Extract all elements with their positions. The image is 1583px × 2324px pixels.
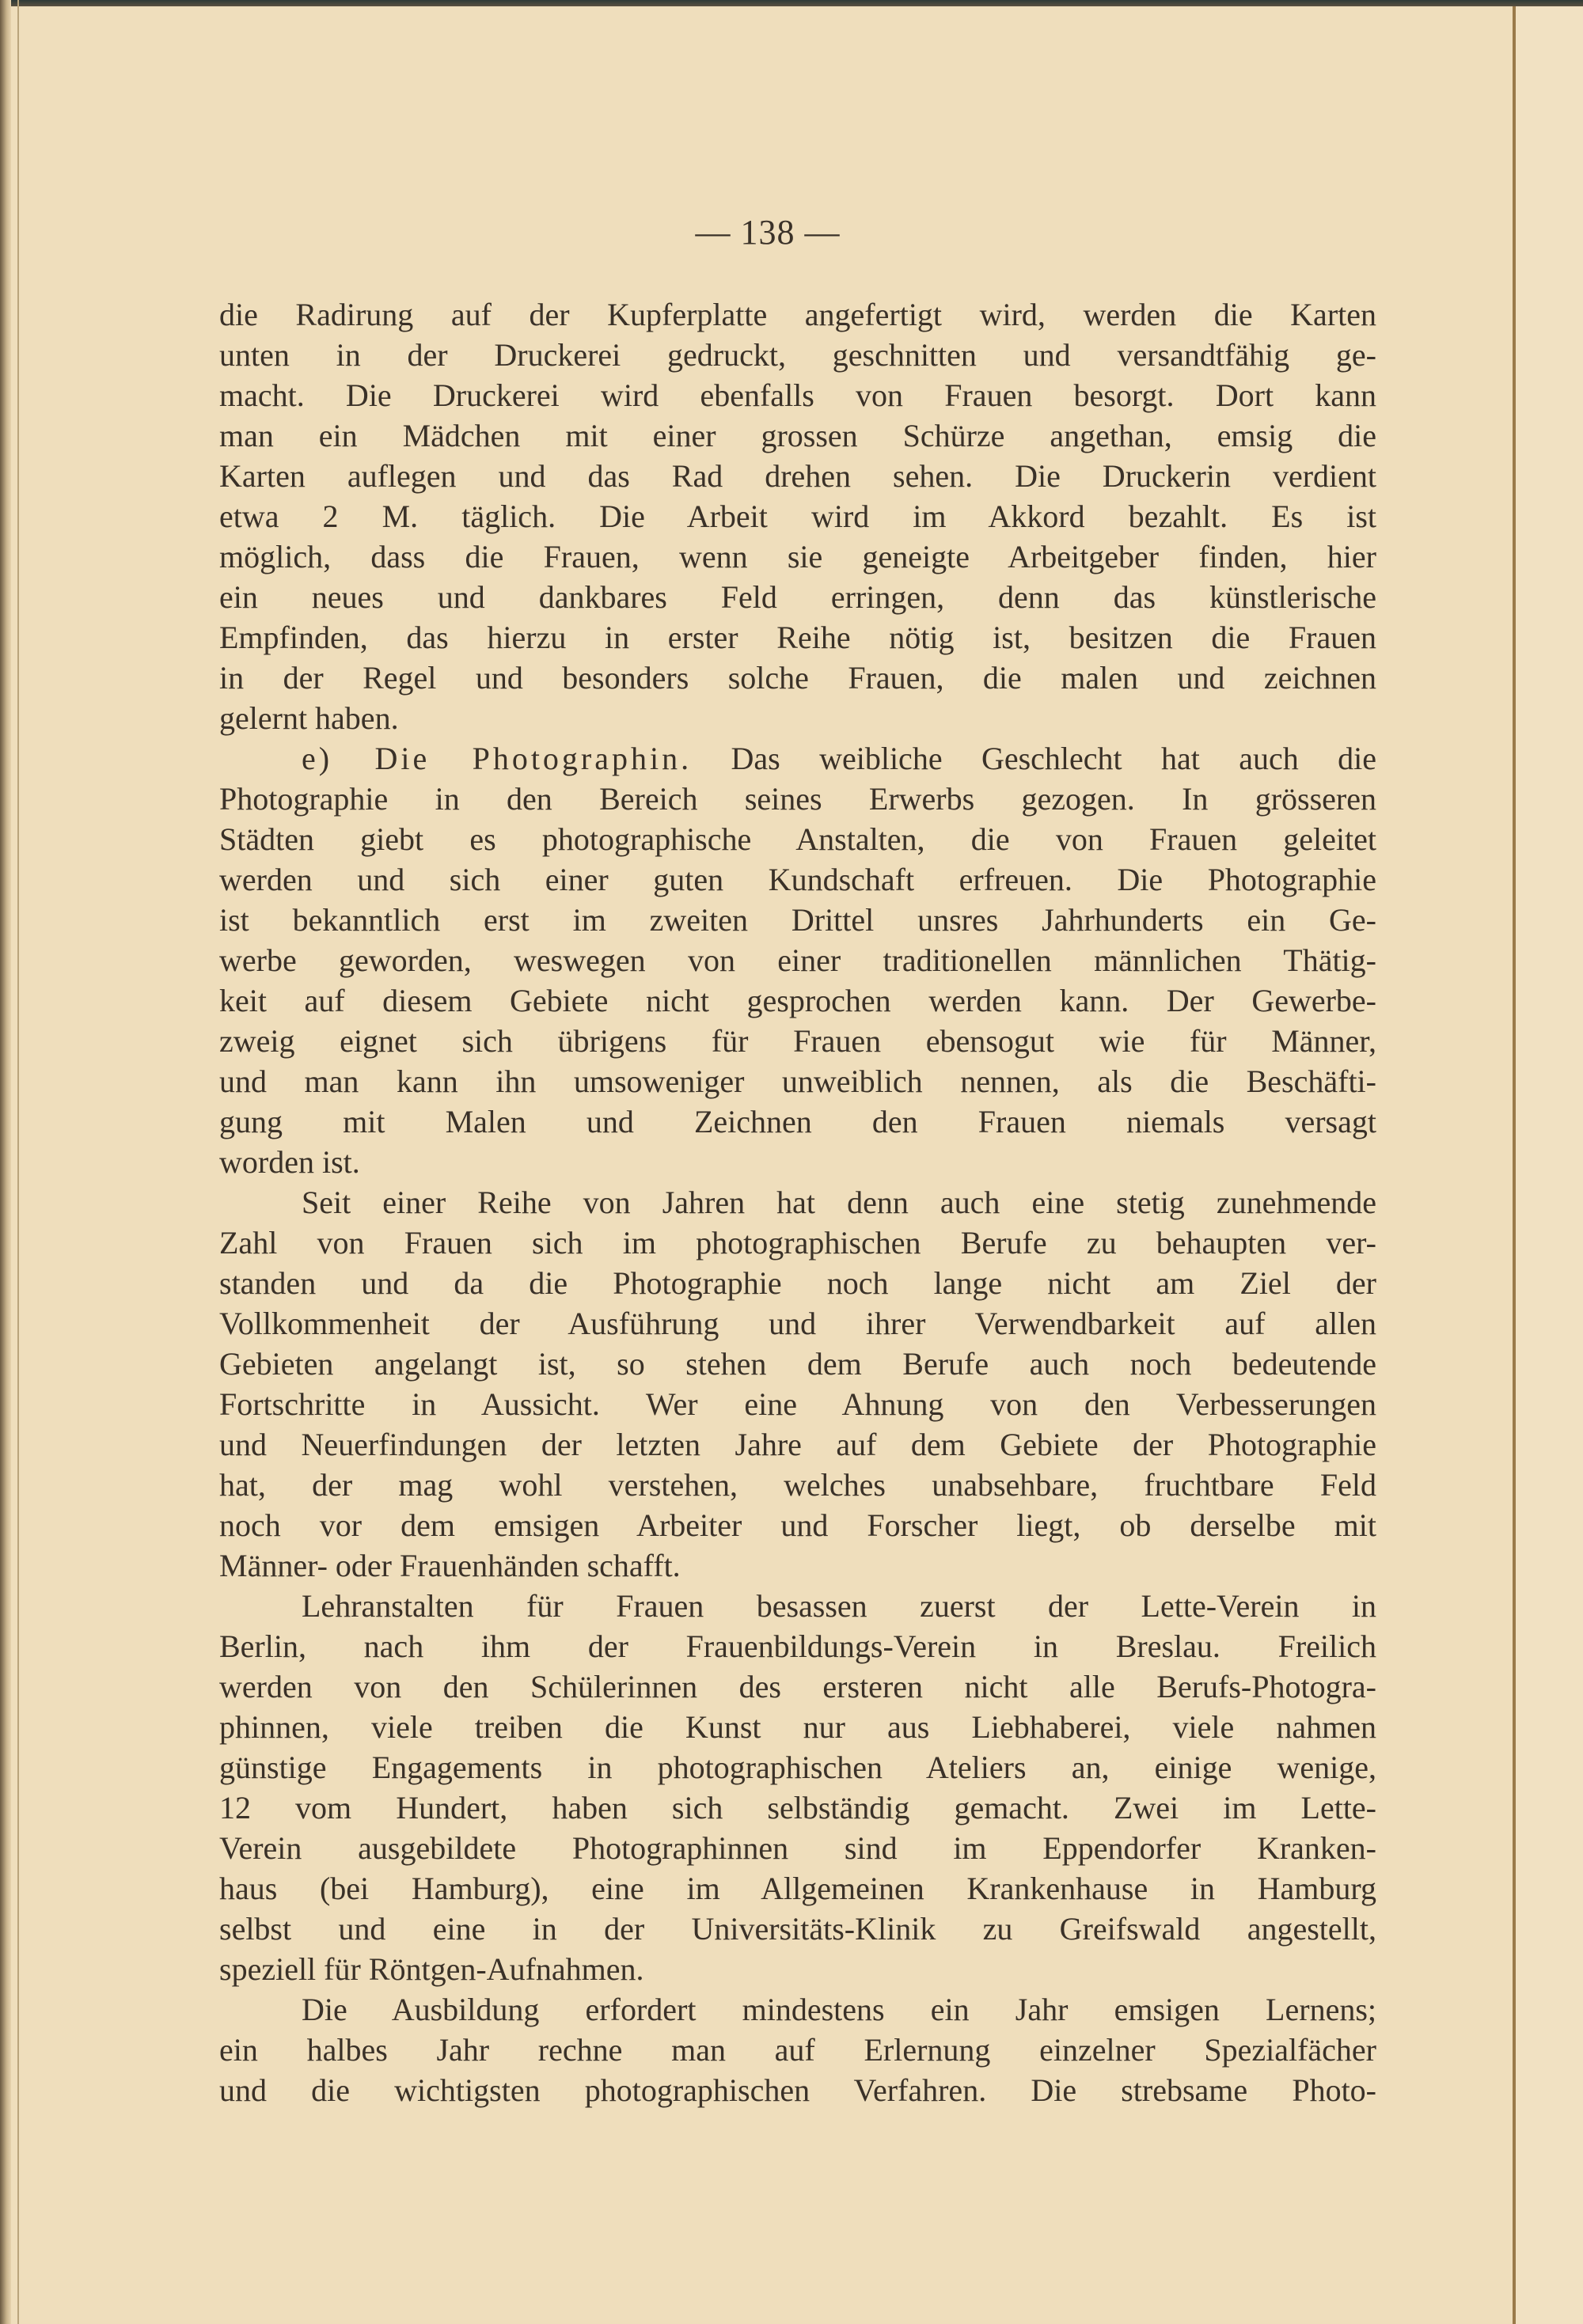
body-text <box>219 294 1376 2110</box>
text-line: etwa 2 M. täglich. Die Arbeit wird im Akkord bezahlt. Es ist <box>219 499 1376 534</box>
section-heading: e) Die Photographin. <box>302 741 693 776</box>
text-line: Männer- oder Frauenhänden schafft. <box>219 1548 681 1583</box>
text-line: selbst und eine in der Universitäts-Klinik zu Greifswald angestellt, <box>219 1911 1376 1947</box>
text-line: Vollkommenheit der Ausführung und ihrer Verwendbarkeit auf allen <box>219 1306 1376 1341</box>
text-line: phinnen, viele treiben die Kunst nur aus Liebhaberei, viele nahmen <box>219 1709 1376 1745</box>
text-line: standen und da die Photographie noch lange nicht am Ziel der <box>219 1265 1376 1301</box>
text-line: keit auf diesem Gebiete nicht gesprochen werden kann. Der Gewerbe- <box>219 983 1376 1018</box>
text-line: Zahl von Frauen sich im photographischen Berufe zu behaupten ver- <box>219 1225 1376 1261</box>
text-line: und man kann ihn umsoweniger unweiblich nennen, als die Beschäfti- <box>219 1063 1376 1099</box>
text-line: Die Ausbildung erfordert mindestens ein Jahr emsigen Lernens; <box>302 1992 1376 2027</box>
text-line: unten in der Druckerei gedruckt, geschnitten und versandtfähig ge- <box>219 337 1376 373</box>
text-line: Verein ausgebildete Photographinnen sind im Eppendorfer Kranken- <box>219 1830 1376 1866</box>
text-line: und Neuerfindungen der letzten Jahre auf dem Gebiete der Photographie <box>219 1427 1376 1462</box>
text-line: gelernt haben. <box>219 700 399 736</box>
paragraph <box>219 294 1376 738</box>
text-line: möglich, dass die Frauen, wenn sie geneigte Arbeitgeber finden, hier <box>219 539 1376 574</box>
text-line: ist bekanntlich erst im zweiten Drittel unsres Jahrhunderts ein Ge- <box>219 902 1376 938</box>
text-line: worden ist. <box>219 1144 360 1180</box>
text-line: ein neues und dankbares Feld erringen, denn das künstlerische <box>219 579 1376 615</box>
text-line: Fortschritte in Aussicht. Wer eine Ahnung von den Verbesserungen <box>219 1386 1376 1422</box>
text-line: ein halbes Jahr rechne man auf Erlernung einzelner Spezialfächer <box>219 2032 1376 2068</box>
text-line: Berlin, nach ihm der Frauenbildungs-Verein in Breslau. Freilich <box>219 1628 1376 1664</box>
text-line: speziell für Röntgen-Aufnahmen. <box>219 1951 644 1987</box>
text-line: werbe geworden, weswegen von einer traditionellen männlichen Thätig- <box>219 942 1376 978</box>
page-left-edge <box>0 0 11 2324</box>
text-line: haus (bei Hamburg), eine im Allgemeinen Krankenhause in Hamburg <box>219 1871 1376 1906</box>
paragraph <box>219 738 1376 1182</box>
text-line: Karten auflegen und das Rad drehen sehen. Die Druckerin verdient <box>219 458 1376 494</box>
next-page-edge <box>1516 6 1583 2324</box>
text-line: Photographie in den Bereich seines Erwerbs gezogen. In grösseren <box>219 781 1376 817</box>
text-line: und die wichtigsten photographischen Verfahren. Die strebsame Photo- <box>219 2072 1376 2108</box>
text-line: Lehranstalten für Frauen besassen zuerst der Lette-Verein in <box>302 1588 1376 1624</box>
book-cover-edge <box>0 0 1583 6</box>
text-line: hat, der mag wohl verstehen, welches unabsehbare, fruchtbare Feld <box>219 1467 1376 1503</box>
text-line: man ein Mädchen mit einer grossen Schürze angethan, emsig die <box>219 418 1376 453</box>
paragraph <box>219 1586 1376 1989</box>
text-line: in der Regel und besonders solche Frauen, die malen und zeichnen <box>219 660 1376 696</box>
text-line: werden und sich einer guten Kundschaft erfreuen. Die Photographie <box>219 862 1376 897</box>
text-line: macht. Die Druckerei wird ebenfalls von Frauen besorgt. Dort kann <box>219 377 1376 413</box>
text-line: Seit einer Reihe von Jahren hat denn auch eine stetig zunehmende <box>302 1185 1376 1220</box>
text-line: gung mit Malen und Zeichnen den Frauen niemals versagt <box>219 1104 1376 1139</box>
text-line: 12 vom Hundert, haben sich selbständig gemacht. Zwei im Lette- <box>219 1790 1376 1825</box>
paragraph <box>219 1182 1376 1586</box>
text-line: Städten giebt es photographische Anstalten, die von Frauen geleitet <box>219 821 1376 857</box>
text-line: noch vor dem emsigen Arbeiter und Forscher liegt, ob derselbe mit <box>219 1507 1376 1543</box>
page-number: — 138 — <box>695 213 841 252</box>
text-line: günstige Engagements in photographischen Ateliers an, einige wenige, <box>219 1750 1376 1785</box>
page-left-edge-line <box>17 0 19 2324</box>
text-line: Gebieten angelangt ist, so stehen dem Berufe auch noch bedeutende <box>219 1346 1376 1382</box>
text-line <box>219 738 1376 779</box>
text-line: die Radirung auf der Kupferplatte angefertigt wird, werden die Karten <box>219 297 1376 332</box>
page-fold-line <box>1513 6 1516 2324</box>
text-line-content: Das weibliche Geschlecht hat auch die <box>731 741 1376 776</box>
text-line: werden von den Schülerinnen des ersteren nicht alle Berufs-Photogra- <box>219 1669 1376 1704</box>
text-line: Empfinden, das hierzu in erster Reihe nötig ist, besitzen die Frauen <box>219 620 1376 655</box>
paragraph <box>219 1989 1376 2110</box>
text-line: zweig eignet sich übrigens für Frauen ebensogut wie für Männer, <box>219 1023 1376 1059</box>
